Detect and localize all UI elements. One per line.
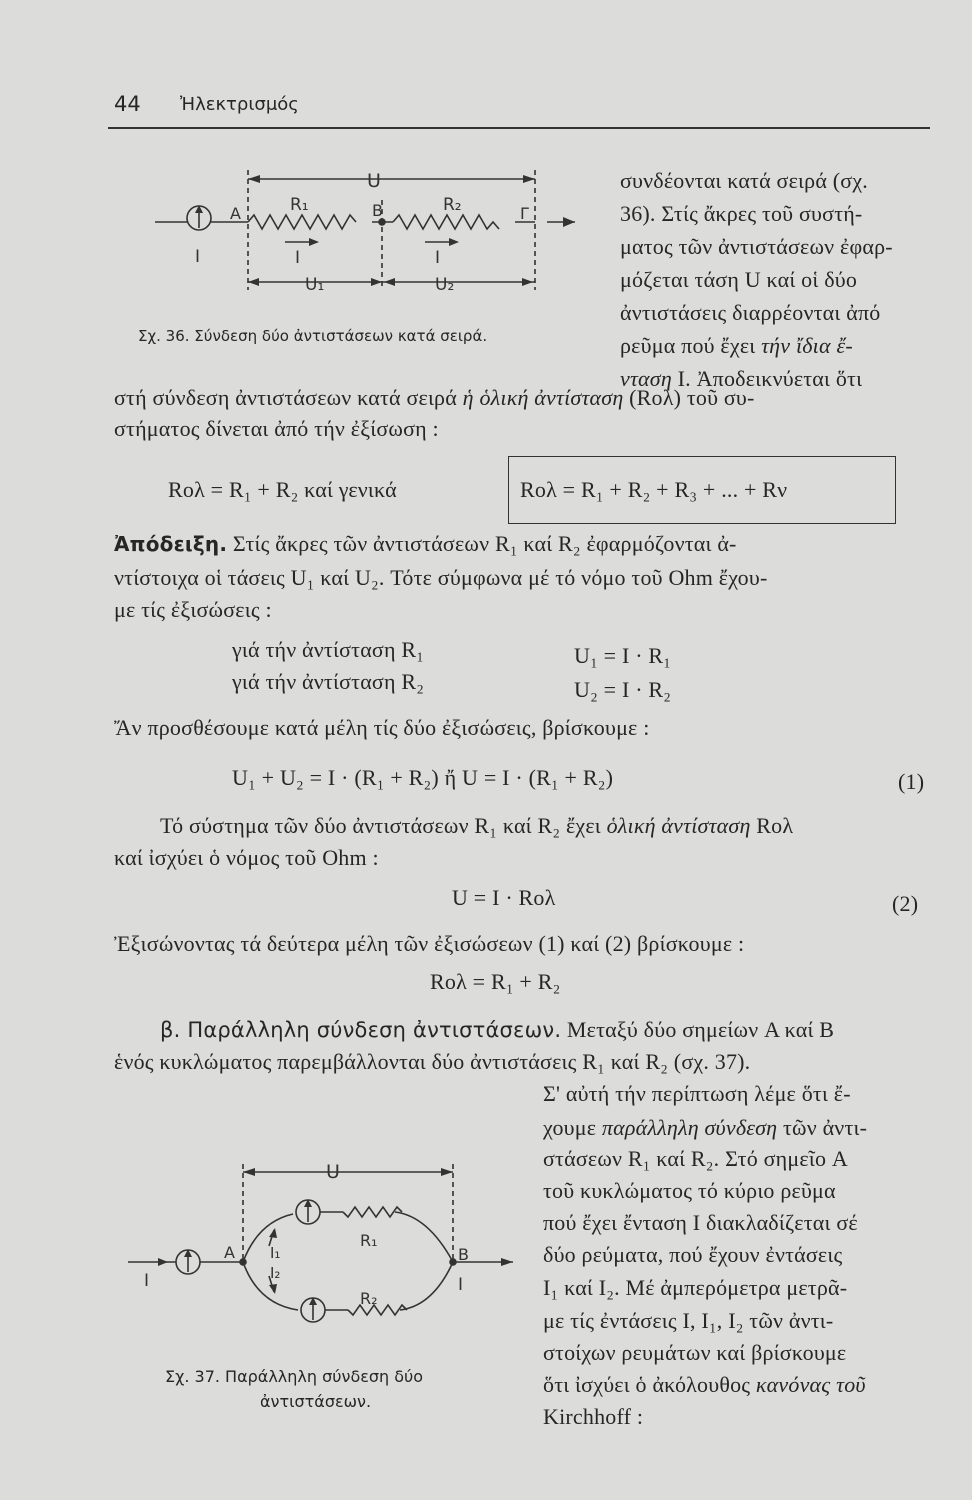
label-i2: I₂ xyxy=(270,1264,281,1282)
text-line: νταση I. Ἀποδεικνύεται ὅτι xyxy=(620,366,863,391)
label-i-in: I xyxy=(144,1271,150,1291)
text-line: γιά τήν ἀντίσταση R₁ xyxy=(232,637,425,662)
label-i: I xyxy=(295,248,301,268)
text-line: με τίς ἐντάσεις I, I₁, I₂ τῶν ἀντι- xyxy=(543,1308,834,1333)
figure-37-parallel-circuit xyxy=(128,1150,528,1340)
text-line: ρεῦμα πού ἔχει τήν ἴδια ἔ- xyxy=(620,333,853,358)
text-line: συνδέονται κατά σειρά (σχ. xyxy=(620,168,868,193)
text-line: με τίς ἐξισώσεις : xyxy=(114,597,272,622)
label-i1: I₁ xyxy=(270,1244,281,1262)
equation-u2: U₂ = I · R₂ xyxy=(574,677,672,702)
text-line: καί ἰσχύει ὁ νόμος τοῦ Ohm : xyxy=(114,845,379,870)
arrowhead xyxy=(523,175,535,183)
text-line: χουμε παράλληλη σύνδεση τῶν ἀντι- xyxy=(543,1115,868,1140)
resistor-r2 xyxy=(393,215,499,229)
figure-36-series-circuit xyxy=(135,160,575,305)
running-title: Ἠλεκτρισμός xyxy=(180,94,299,115)
label-a: A xyxy=(224,1243,235,1262)
equation-u1: U₁ = I · R₁ xyxy=(574,643,672,668)
text-line: Τό σύστημα τῶν δύο ἀντιστάσεων R₁ καί R₂ ἔχει ὁλική ἀντίσταση Rολ xyxy=(160,813,794,838)
section-heading-line: β. Παράλληλη σύνδεση ἀντιστάσεων. Μεταξύ δύο σημείων A καί B xyxy=(160,1017,835,1042)
equation-number: (1) xyxy=(898,769,925,794)
equation-result: Rολ = R₁ + R₂ xyxy=(430,969,561,994)
text-line: στή σύνδεση ἀντιστάσεων κατά σειρά ἡ ὁλική ἀντίσταση (Rολ) τοῦ συ- xyxy=(114,385,755,410)
label-a: A xyxy=(230,204,241,223)
text-line: ματος τῶν ἀντιστάσεων ἐφαρ- xyxy=(620,234,893,259)
text-line: τοῦ κυκλώματος τό κύριο ρεῦμα xyxy=(543,1178,836,1203)
label-i: I xyxy=(195,247,201,267)
text-line: στοίχων ρευμάτων καί βρίσκουμε xyxy=(543,1340,847,1365)
label-r2: R₂ xyxy=(443,195,462,215)
label-i: I xyxy=(435,248,441,268)
figure-37-caption: ἀντιστάσεων. xyxy=(260,1392,372,1411)
text-line: ντίστοιχα οἱ τάσεις U₁ καί U₂. Τότε σύμφωνα μέ τό νόμο τοῦ Ohm ἔχου- xyxy=(114,565,768,590)
label-u1: U₁ xyxy=(305,275,325,295)
arrowhead xyxy=(248,175,260,183)
label-u2: U₂ xyxy=(435,275,455,295)
text-line: ἑνός κυκλώματος παρεμβάλλονται δύο ἀντιστάσεις R₁ καί R₂ (σχ. 37). xyxy=(114,1049,751,1074)
text-line: Ἀπόδειξη. Στίς ἄκρες τῶν ἀντιστάσεων R₁ καί R₂ ἐφαρμόζονται ἀ- xyxy=(114,531,737,556)
equation-number: (2) xyxy=(892,891,919,916)
label-b: B xyxy=(458,1245,469,1264)
text-line: ὅτι ἰσχύει ὁ ἀκόλουθος κανόνας τοῦ xyxy=(543,1372,866,1397)
figure-37-caption: Σχ. 37. Παράλληλη σύνδεση δύο xyxy=(165,1367,424,1386)
text-line: στάσεων R₁ καί R₂. Στό σημεῖο A xyxy=(543,1146,848,1171)
text-line: 36). Στίς ἄκρες τοῦ συστή- xyxy=(620,201,863,226)
equation-sum: U₁ + U₂ = I · (R₁ + R₂) ἤ U = I · (R₁ + R₂) xyxy=(232,765,614,790)
figure-36-caption: Σχ. 36. Σύνδεση δύο ἀντιστάσεων κατά σειρά. xyxy=(138,327,488,345)
equation-ohm: U = I · Rολ xyxy=(452,885,556,910)
text-line: I₁ καί I₂. Μέ ἀμπερόμετρα μετρᾶ- xyxy=(543,1275,848,1300)
label-gamma: Γ xyxy=(520,204,529,223)
text-line: δύο ρεύματα, πού ἔχουν ἐντάσεις xyxy=(543,1242,843,1267)
text-line: Ἐξισώνοντας τά δεύτερα μέλη τῶν ἐξισώσεων (1) καί (2) βρίσκουμε : xyxy=(114,931,745,956)
label-r1: R₁ xyxy=(290,195,309,215)
label-r2: R₂ xyxy=(360,1289,378,1308)
resistor-r1 xyxy=(248,215,356,229)
text-line: Ἄν προσθέσουμε κατά μέλη τίς δύο ἐξισώσεις, βρίσκουμε : xyxy=(114,715,650,740)
boxed-formula-text: Rολ = R₁ + R₂ + R₃ + ... + Rν xyxy=(520,477,788,502)
page-number: 44 xyxy=(114,92,141,116)
equation-series-resistance: Rολ = R₁ + R₂ καί γενικά xyxy=(168,477,397,502)
label-u: U xyxy=(326,1161,340,1183)
label-r1: R₁ xyxy=(360,1231,378,1250)
label-b: B xyxy=(372,201,383,220)
text-line: ἀντιστάσεις διαρρέονται ἀπό xyxy=(620,300,881,325)
label-i-out: I xyxy=(458,1275,464,1295)
text-line: μόζεται τάση U καί οἱ δύο xyxy=(620,267,858,292)
text-line: Kirchhoff : xyxy=(543,1404,644,1429)
text-line: πού ἔχει ἔνταση I διακλαδίζεται σέ xyxy=(543,1210,858,1235)
label-u: U xyxy=(367,170,381,192)
text-line: γιά τήν ἀντίσταση R₂ xyxy=(232,669,425,694)
text-line: στήματος δίνεται ἀπό τήν ἐξίσωση : xyxy=(114,416,439,441)
text-line: Σ' αὐτή τήν περίπτωση λέμε ὅτι ἔ- xyxy=(543,1081,851,1106)
header-rule xyxy=(108,127,930,129)
